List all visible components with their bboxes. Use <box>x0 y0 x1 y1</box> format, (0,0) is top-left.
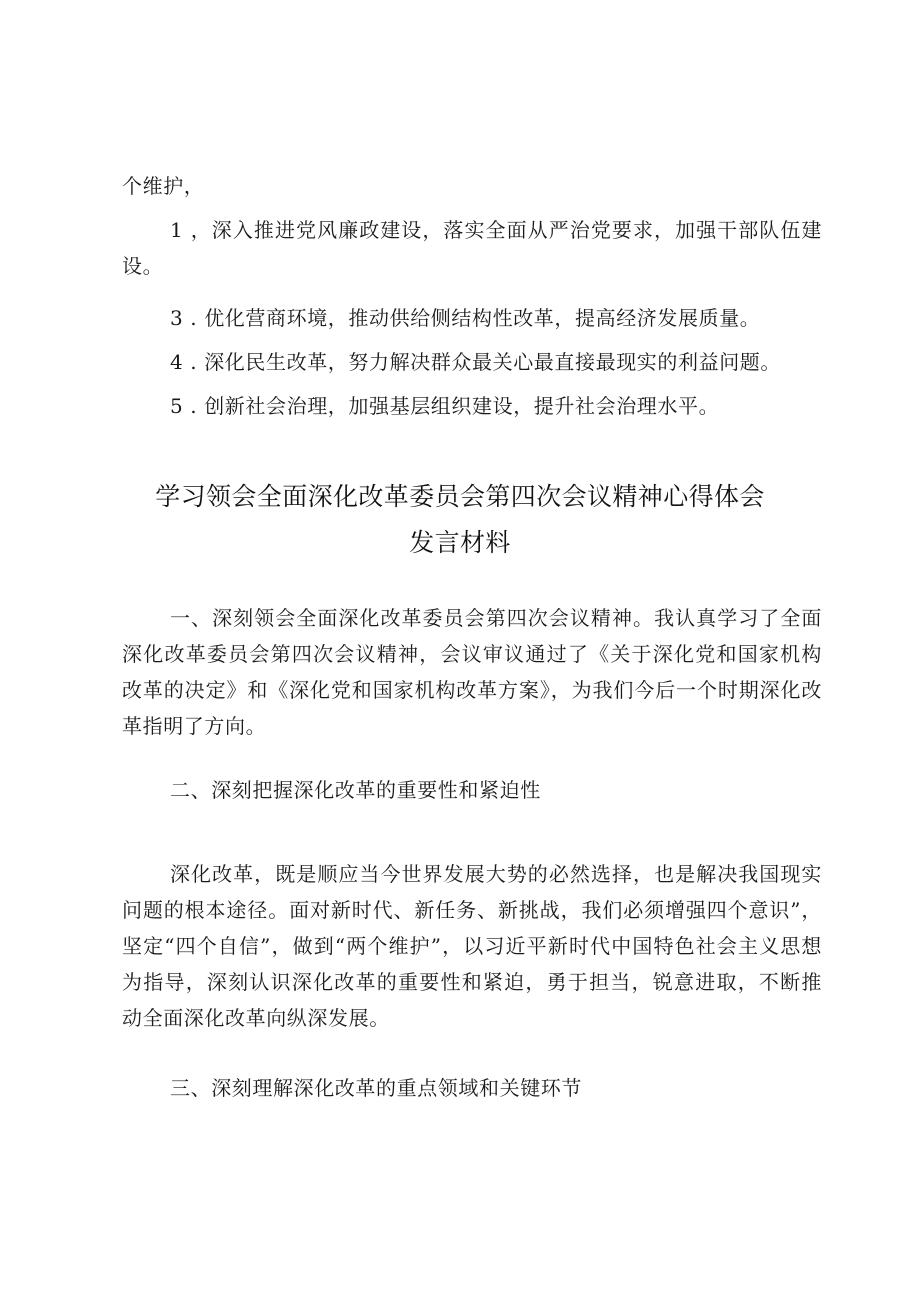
section-one-paragraph: 一、深刻领会全面深化改革委员会第四次会议精神。我认真学习了全面深化改革委员会第四次会议精神，会议审议通过了《关于深化党和国家机构改革的决定》和《深化党和国家机构改革方案》，为我们今后一个时期深化改革指明了方向。 <box>122 606 822 738</box>
list-item: 5 . 创新社会治理，加强基层组织建设，提升社会治理水平。 <box>170 394 720 418</box>
list-item: 3 . 优化营商环境，推动供给侧结构性改革，提高经济发展质量。 <box>170 306 761 330</box>
list-item: 1 ，深入推进党风廉政建设，落实全面从严治党要求，加强干部队伍建设。 <box>122 218 823 278</box>
intro-tail-text: 个维护， <box>122 174 205 198</box>
section-two-heading: 二、深刻把握深化改革的重要性和紧迫性 <box>170 778 541 802</box>
section-three-heading: 三、深刻理解深化改革的重点领域和关键环节 <box>170 1076 582 1100</box>
article-title-line-2: 发言材料 <box>409 528 511 557</box>
section-two-paragraph: 深化改革，既是顺应当今世界发展大势的必然选择，也是解决我国现实问题的根本途径。面对新时代、新任务、新挑战，我们必须增强四个意识”，坚定“四个自信”，做到“两个维护”，以习近平新时代中国特色社会主义思想为指导，深刻认识深化改革的重要性和紧迫，勇于担当，锐意进取，不断推动全面深化改革向纵深发展。 <box>122 862 822 1030</box>
list-item: 4 . 深化民生改革，努力解决群众最关心最直接最现实的利益问题。 <box>170 350 781 374</box>
article-title-line-1: 学习领会全面深化改革委员会第四次会议精神心得体会 <box>155 482 765 511</box>
